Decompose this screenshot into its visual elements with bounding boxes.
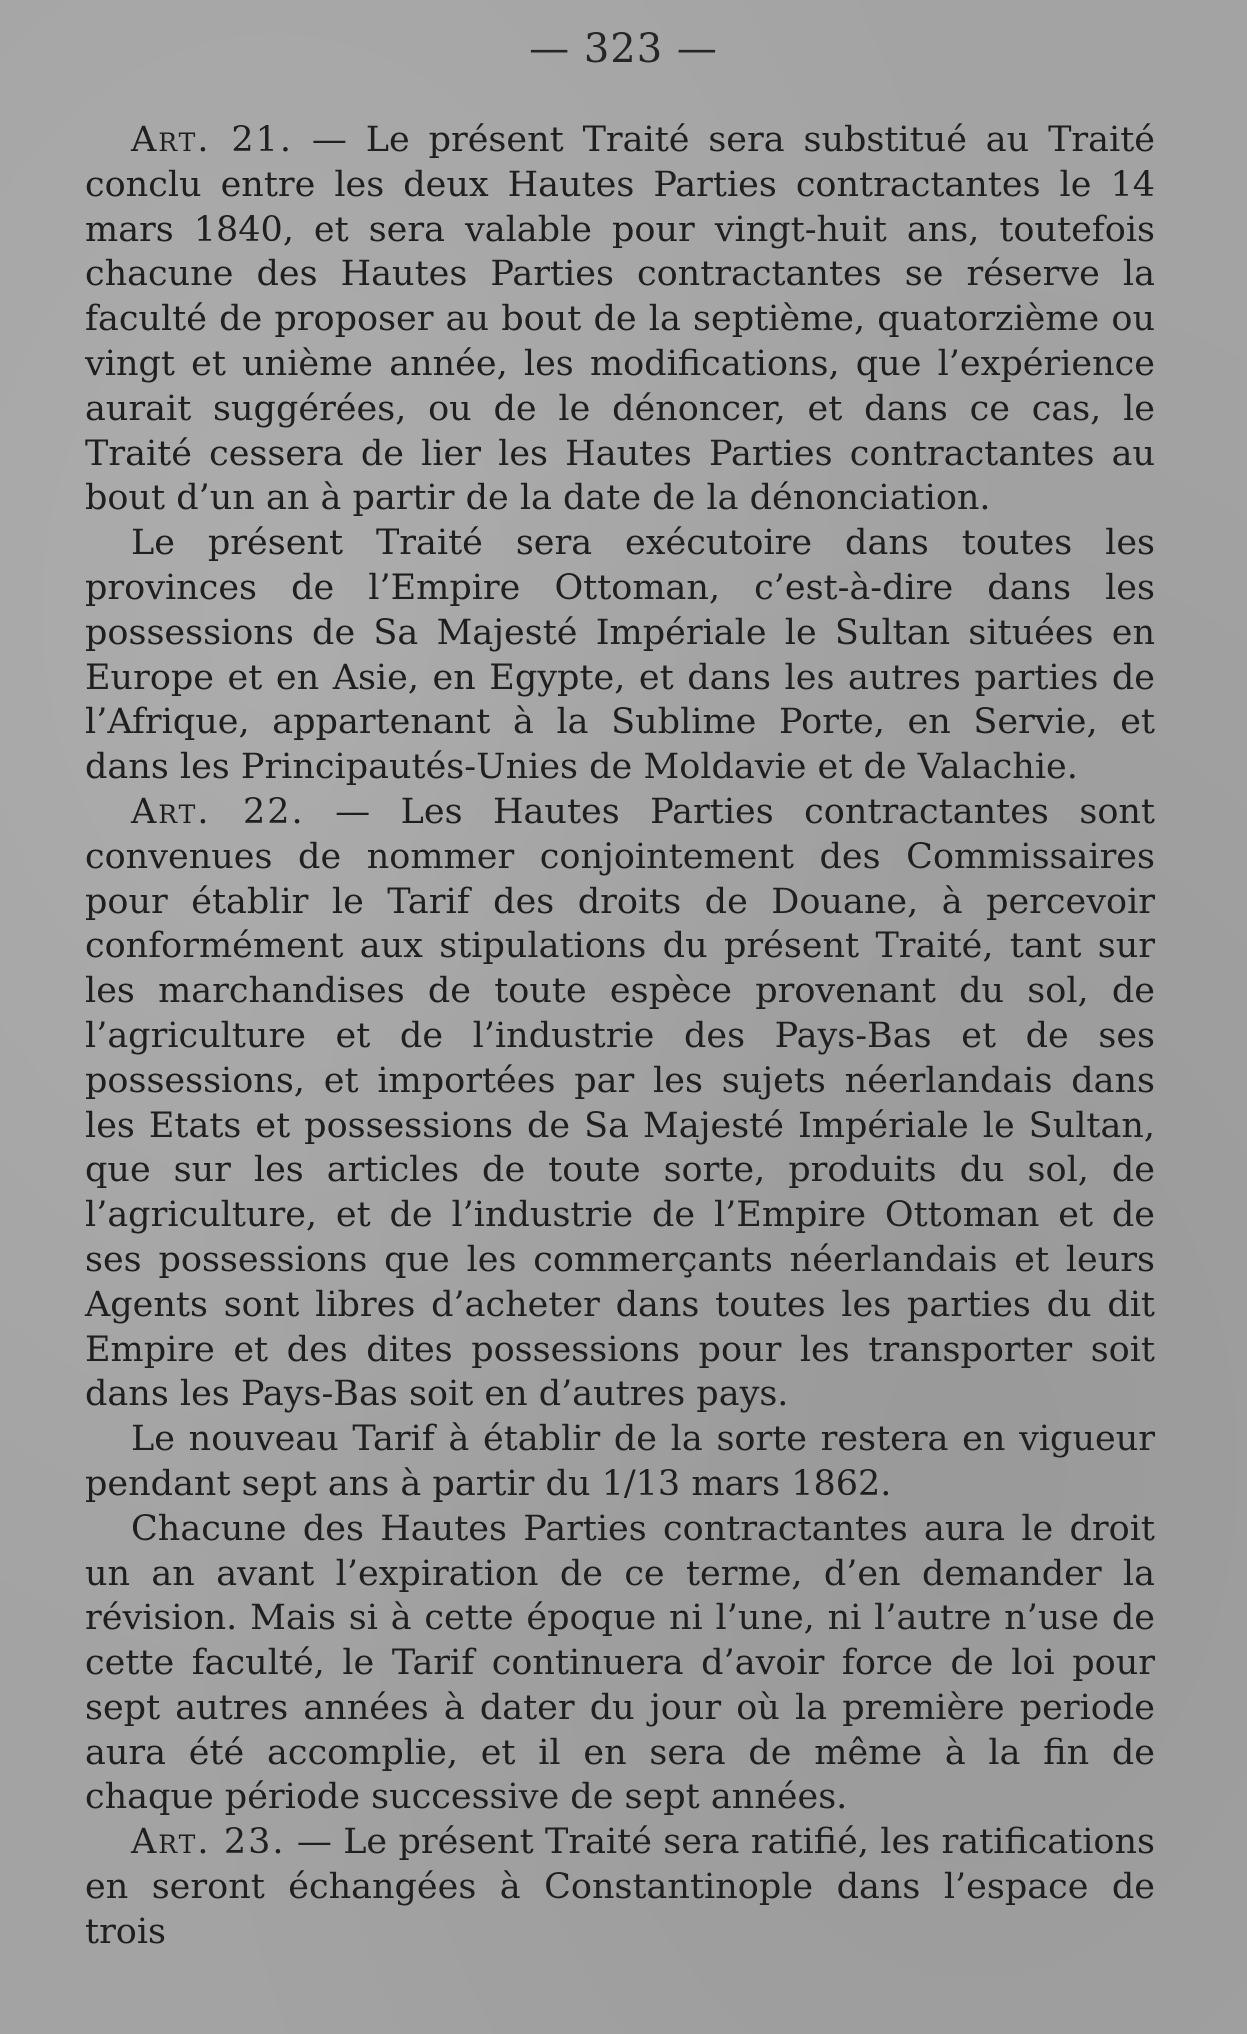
paragraph-art-21 (85, 118, 1155, 521)
paragraph-art-22 (85, 790, 1155, 1417)
paragraph-text: Le nouveau Tarif à établir de la sorte restera en vigueur pendant sept ans à partir du 1/13 mars 1862. (85, 1419, 1155, 1504)
body-text (85, 118, 1155, 1955)
paragraph-art-23 (85, 1820, 1155, 1954)
paragraph-tariff-duration (85, 1417, 1155, 1507)
paragraph-text: Le présent Traité sera exécutoire dans toutes les provinces de l’Empire Ottoman, c’est-à-dire dans les possessions de Sa Majesté Impériale le Sultan situées en Europe et en Asie, en Egypte, et dans les autres parties de l’Afrique, appartenant à la Sublime Porte, en Servie, et dans les Principautés-Unies de Moldavie et de Valachie. (85, 523, 1155, 788)
paragraph-text: Chacune des Hautes Parties contractantes aura le droit un an avant l’expiration de ce terme, d’en demander la révision. Mais si à cette époque ni l’une, ni l’autre n’use de cette faculté, le Tarif continuera d’avoir force de loi pour sept autres années à dater du jour où la première periode aura été accomplie, et il en sera de même à la fin de chaque période successive de sept années. (85, 1508, 1155, 1818)
paragraph-text: — Le présent Traité sera ratifié, les ratifications en seront échangées à Constantinople dans l’espace de trois (85, 1822, 1156, 1952)
article-label: Art. 23. (131, 1822, 286, 1863)
article-label: Art. 22. (131, 791, 305, 832)
paragraph-scope (85, 521, 1155, 790)
article-label: Art. 21. (131, 120, 293, 160)
page-number: — 323 — (529, 26, 718, 72)
paragraph-text: — Le présent Traité sera substitué au Traité conclu entre les deux Hautes Parties contractantes le 14 mars 1840, et sera valable pour vingt-huit ans, toutefois chacune des Hautes Parties contractantes se réserve la faculté de proposer au bout de la septième, quatorzième ou vingt et unième année, les modifications, que l’expérience aurait suggérées, ou de le dénoncer, et dans ce cas, le Traité cessera de lier les Hautes Parties contractantes au bout d’un an à partir de la date de la dénonciation. (85, 120, 1156, 519)
paragraph-text: — Les Hautes Parties contractantes sont convenues de nommer conjointement des Commissaires pour établir le Tarif des droits de Douane, à percevoir conformément aux stipulations du présent Traité, tant sur les marchandises de toute espèce provenant du sol, de l’agriculture et de l’industrie des Pays-Bas et de ses possessions, et importées par les sujets néerlandais dans les Etats et possessions de Sa Majesté Impériale le Sultan, que sur les articles de toute sorte, produits du sol, de l’agriculture, et de l’industrie de l’Empire Ottoman et de ses possessions que les commerçants néerlandais et leurs Agents sont libres d’acheter dans toutes les parties du dit Empire et des dites possessions pour les transporter soit dans les Pays-Bas soit en d’autres pays. (85, 791, 1156, 1415)
paragraph-revision (85, 1507, 1155, 1821)
